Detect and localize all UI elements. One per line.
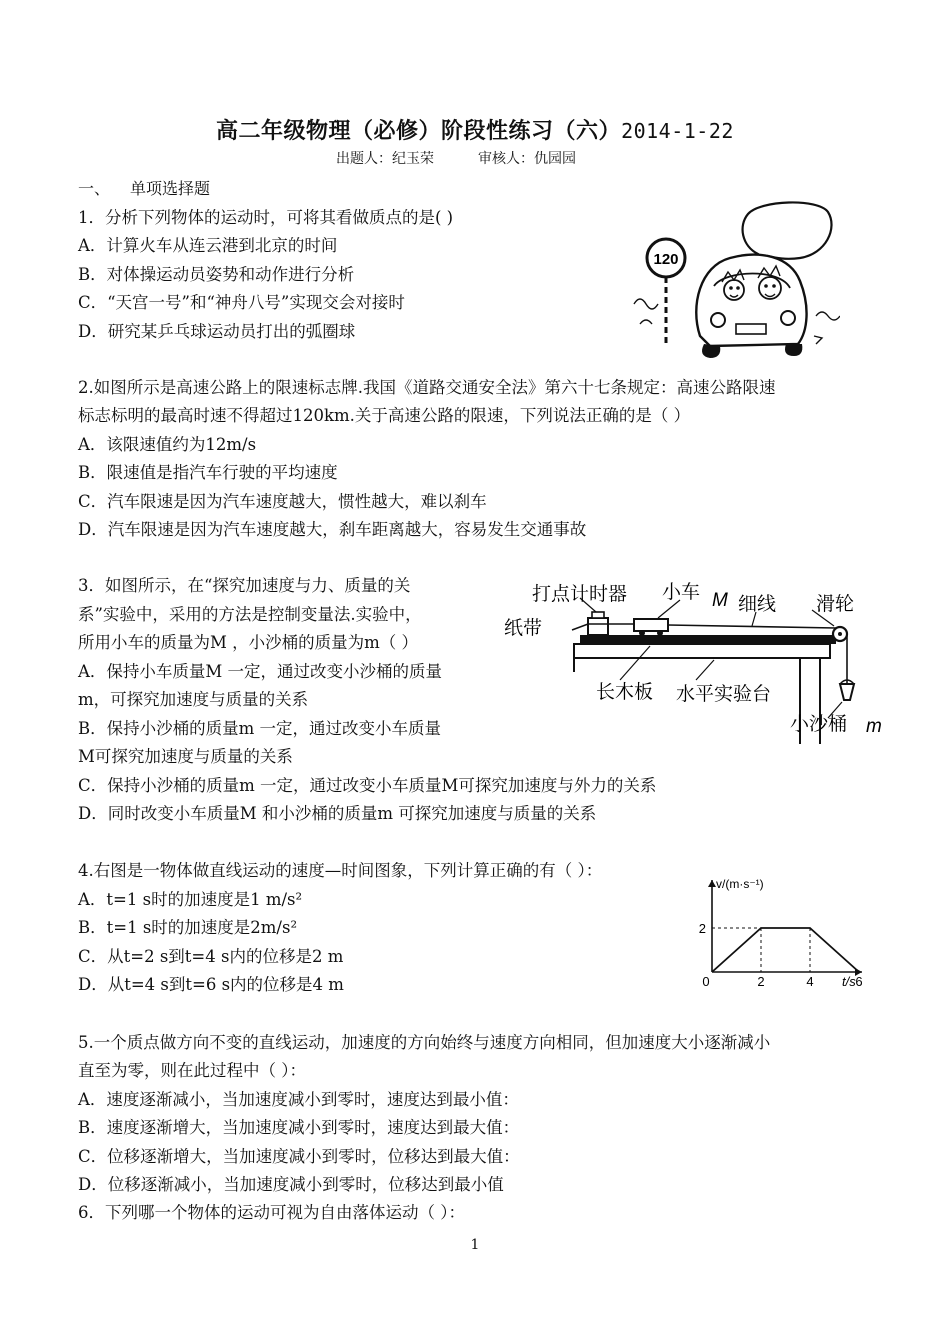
section-name: 单项选择题 [130, 179, 211, 198]
author-reviewer: 审核人：仇园园 [478, 151, 576, 167]
label-board: 长木板 [596, 682, 654, 703]
q1-option-a: A．计算火车从连云港到北京的时间 [78, 236, 338, 255]
q4-option-c: C．从t=2 s到t=4 s内的位移是2 m [78, 947, 344, 966]
label-bucket: 小沙桶 [790, 714, 848, 735]
q3-stem-line2: 系”实验中，采用的方法是控制变量法.实验中， [78, 605, 422, 624]
board-shape [580, 635, 836, 644]
timer-shape [588, 618, 608, 635]
label-tape: 纸带 [504, 618, 543, 639]
label-table: 水平实验台 [676, 684, 772, 705]
q4-option-a: A．t=1 s时的加速度是1 m/s² [78, 890, 303, 909]
q5-option-b: B．速度逐渐增大，当加速度减小到零时，速度达到最大值： [78, 1118, 520, 1137]
x-tick-label: 0 [702, 974, 710, 989]
y-axis-label: v/(m·s⁻¹) [716, 877, 764, 891]
label-string: 细线 [738, 594, 777, 615]
q4-option-b: B．t=1 s时的加速度是2m/s² [78, 918, 298, 937]
bucket-icon [840, 684, 854, 700]
q2-option-b: B．限速值是指汽车行驶的平均速度 [78, 463, 338, 482]
q4-stem: 4.右图是一物体做直线运动的速度—时间图象，下列计算正确的有（ ）： [78, 861, 603, 880]
y-tick-label: 2 [698, 921, 706, 936]
q3-option-a-line2: m，可探究加速度与质量的关系 [78, 690, 309, 709]
section-number: 一、 [78, 179, 111, 198]
q3-option-d: D．同时改变小车质量M 和小沙桶的质量m 可探究加速度与质量的关系 [78, 804, 597, 823]
x-tick-label: 2 [757, 974, 765, 989]
q6-stem: 6．下列哪一个物体的运动可视为自由落体运动（ ）： [78, 1203, 465, 1222]
title-date: 2014-1-22 [621, 119, 734, 143]
label-timer: 打点计时器 [532, 584, 628, 605]
q5-option-c: C．位移逐渐增大，当加速度减小到零时，位移达到最大值： [78, 1147, 520, 1166]
label-bucket-mass: m [866, 716, 882, 737]
q1-option-d: D．研究某乒乓球运动员打出的弧圈球 [78, 322, 356, 341]
page-title [0, 114, 950, 145]
x-axis-label: t/s [842, 974, 856, 989]
q5-option-a: A．速度逐渐减小，当加速度减小到零时，速度达到最小值： [78, 1090, 519, 1109]
page-number: 1 [470, 1237, 480, 1253]
q5-option-d: D．位移逐渐减小，当加速度减小到零时，位移达到最小值 [78, 1175, 504, 1194]
apparatus-figure [500, 572, 890, 762]
q2-stem-line1: 2.如图所示是高速公路上的限速标志牌.我国《道路交通安全法》第六十七条规定：高速公路限速 [78, 378, 776, 397]
q3-option-b-line1: B．保持小沙桶的质量m 一定，通过改变小车质量 [78, 719, 442, 738]
q3-option-a-line1: A．保持小车质量M 一定，通过改变小沙桶的质量 [78, 662, 443, 681]
velocity-time-chart [690, 872, 880, 992]
q2-stem-line2: 标志标明的最高时速不得超过120km.关于高速公路的限速，下列说法正确的是（ ） [78, 406, 691, 425]
q3-option-c: C．保持小沙桶的质量m 一定，通过改变小车质量M可探究加速度与外力的关系 [78, 776, 657, 795]
q5-stem-line1: 5.一个质点做方向不变的直线运动，加速度的方向始终与速度方向相同，但加速度大小逐渐减小 [78, 1033, 771, 1052]
title-main: 高二年级物理（必修）阶段性练习（六） [216, 118, 622, 144]
q3-stem-line1: 3．如图所示，在“探究加速度与力、质量的关 [78, 576, 411, 595]
cart-shape [634, 619, 668, 631]
q1-stem: 1．分析下列物体的运动时，可将其看做质点的是( ) [78, 208, 454, 227]
series-line [712, 928, 859, 972]
q2-option-c: C．汽车限速是因为汽车速度越大，惯性越大，难以刹车 [78, 492, 487, 511]
q1-option-c: C．“天宫一号”和“神舟八号”实现交会对接时 [78, 293, 405, 312]
q1-option-b: B．对体操运动员姿势和动作进行分析 [78, 265, 355, 284]
x-tick-label: 4 [806, 974, 814, 989]
x-tick-label: 6 [855, 974, 863, 989]
speed-sign-value: 120 [653, 251, 679, 268]
label-cart-mass: M [712, 590, 728, 611]
label-cart: 小车 [662, 582, 701, 603]
q2-option-a: A．该限速值约为12m/s [78, 435, 257, 454]
label-pulley: 滑轮 [816, 594, 855, 615]
speed-limit-cartoon [630, 196, 840, 366]
q5-stem-line2: 直至为零，则在此过程中（ ）： [78, 1061, 306, 1080]
authors [336, 148, 576, 168]
section-heading [78, 176, 210, 199]
author-setter: 出题人：纪玉荣 [336, 151, 434, 167]
q4-option-d: D．从t=4 s到t=6 s内的位移是4 m [78, 975, 344, 994]
q2-option-d: D．汽车限速是因为汽车速度越大，刹车距离越大，容易发生交通事故 [78, 520, 587, 539]
q3-stem-line3: 所用小车的质量为M ，小沙桶的质量为m（ ） [78, 633, 419, 652]
q3-option-b-line2: M可探究加速度与质量的关系 [78, 747, 293, 766]
